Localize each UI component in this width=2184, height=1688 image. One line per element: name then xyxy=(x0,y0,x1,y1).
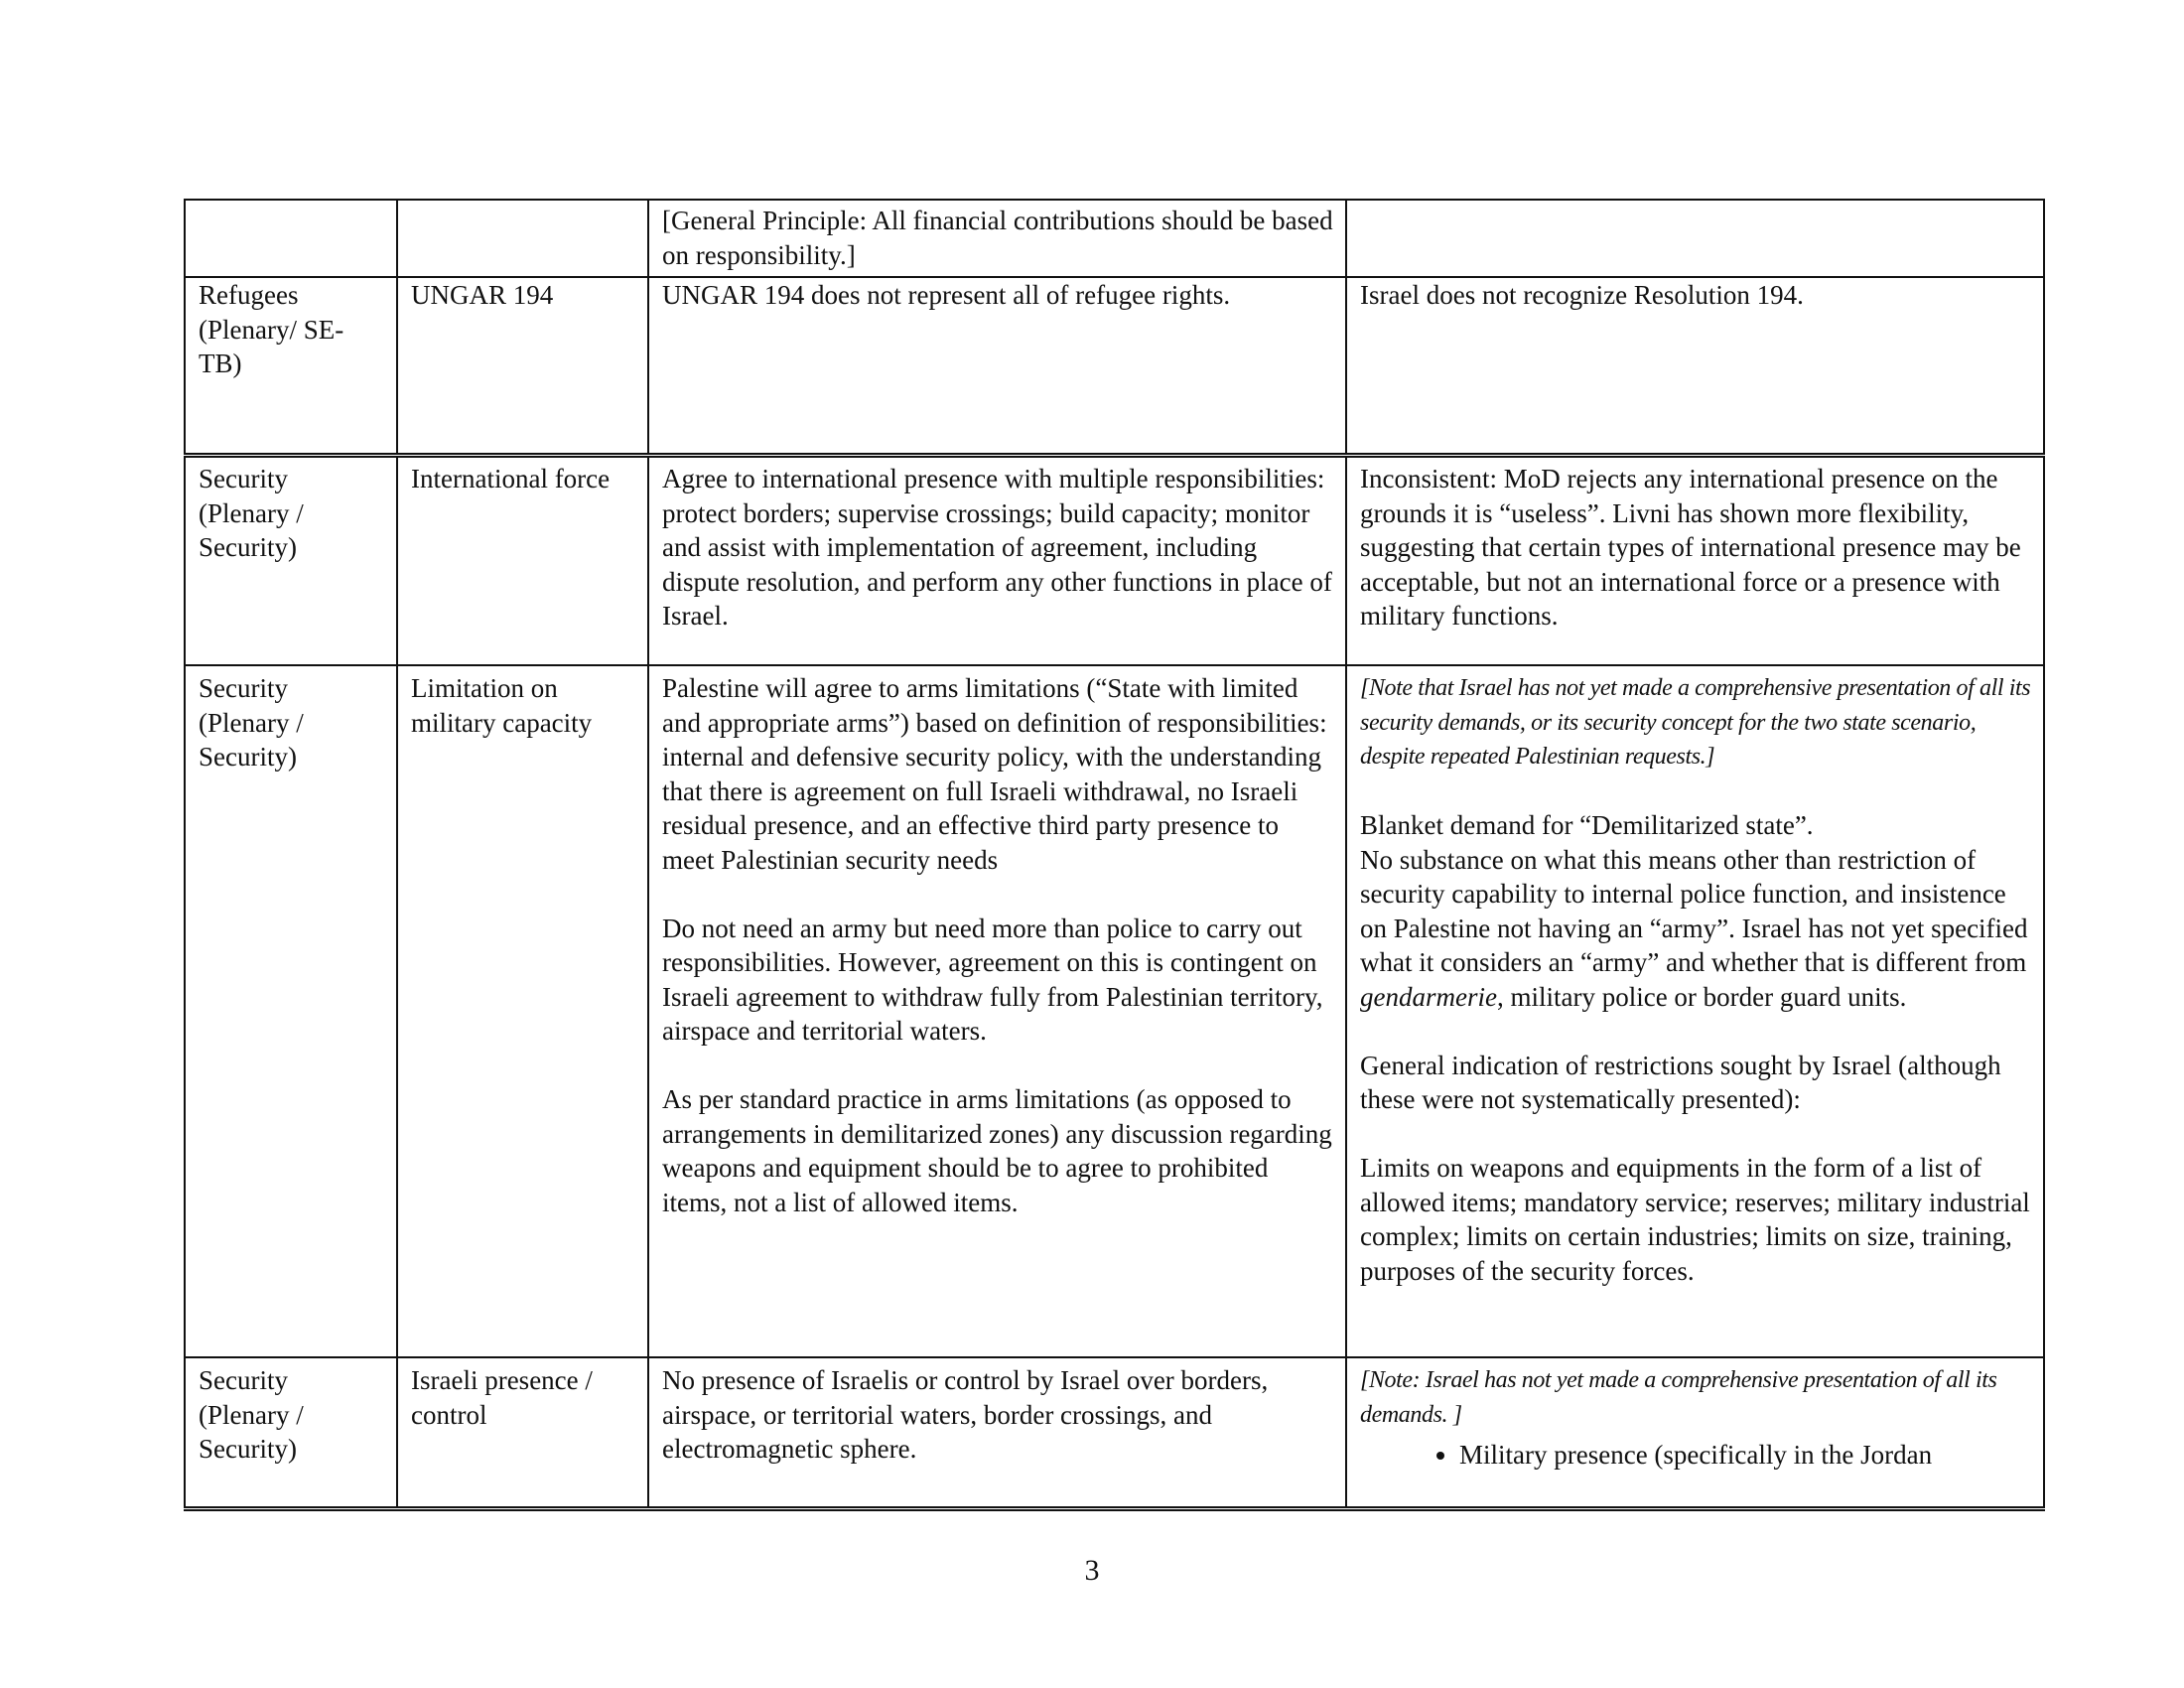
page-number: 3 xyxy=(1084,1554,1100,1587)
issue-cell xyxy=(185,200,397,277)
palestinian-position-cell: UNGAR 194 does not represent all of refugee rights. xyxy=(648,277,1346,456)
list-item: • Military presence (specifically in the Jordan xyxy=(1459,1438,2031,1473)
paragraph: Palestine will agree to arms limitations (“State with limited and appropriate arms”) based on definition of responsibilities: internal and defensive security policy, with the understanding that there is agreement on full Israeli withdrawal, no Israeli residual presence, and an effective third party presence to meet Palestinian security needs xyxy=(662,673,1327,875)
topic-cell: UNGAR 194 xyxy=(397,277,648,456)
palestinian-position-cell xyxy=(648,665,1346,1357)
table-row xyxy=(185,277,2044,456)
paragraph: Blanket demand for “Demilitarized state”. xyxy=(1360,810,1814,840)
table-row xyxy=(185,200,2044,277)
israeli-position-cell: Israel does not recognize Resolution 194. xyxy=(1346,277,2044,456)
palestinian-position-cell: No presence of Israelis or control by Israel over borders, airspace, or territorial waters, border crossings, and electromagnetic sphere. xyxy=(648,1357,1346,1509)
bullet-list xyxy=(1360,1438,2031,1473)
table-row xyxy=(185,1357,2044,1509)
italic-term: gendarmerie xyxy=(1360,981,1497,1012)
paragraph: General indication of restrictions sought by Israel (although these were not systematically presented): xyxy=(1360,1050,2001,1114)
palestinian-position-cell: Agree to international presence with multiple responsibilities: protect borders; supervise crossings; build capacity; monitor and assist with implementation of agreement, including dispute resolution, and perform any other functions in place of Israel. xyxy=(648,456,1346,666)
text-span: , military police or border guard units. xyxy=(1496,981,1907,1012)
table-row xyxy=(185,665,2044,1357)
topic-cell: Limitation on military capacity xyxy=(397,665,648,1357)
issue-cell: Refugees (Plenary/ SE-TB) xyxy=(185,277,397,456)
paragraph xyxy=(1360,843,2031,1015)
israeli-position-cell: Inconsistent: MoD rejects any international presence on the grounds it is “useless”. Livni has shown more flexibility, suggesting that certain types of international presence may be acceptable, but not an international force or a presence with military functions. xyxy=(1346,456,2044,666)
topic-cell xyxy=(397,200,648,277)
italic-note: [Note: Israel has not yet made a comprehensive presentation of all its demands. ] xyxy=(1360,1367,1997,1428)
israeli-position-cell xyxy=(1346,1357,2044,1509)
table-row xyxy=(185,456,2044,666)
issue-cell: Security (Plenary / Security) xyxy=(185,1357,397,1509)
issue-cell: Security (Plenary / Security) xyxy=(185,456,397,666)
text-span: No substance on what this means other than restriction of security capability to internal police function, and insistence on Palestine not having an “army”. Israel has not yet specified what it considers an “army” and whether that is different from xyxy=(1360,844,2028,977)
palestinian-position-cell: [General Principle: All financial contributions should be based on responsibility.] xyxy=(648,200,1346,277)
issue-cell: Security (Plenary / Security) xyxy=(185,665,397,1357)
italic-note: [Note that Israel has not yet made a comprehensive presentation of all its security demands, or its security concept for the two state scenario, despite repeated Palestinian requests.] xyxy=(1360,675,2031,770)
paragraph: Do not need an army but need more than police to carry out responsibilities. However, agreement on this is contingent on Israeli agreement to withdraw fully from Palestinian territory, airspace and territorial waters. xyxy=(662,913,1323,1046)
israeli-position-cell xyxy=(1346,200,2044,277)
israeli-position-cell xyxy=(1346,665,2044,1357)
paragraph: As per standard practice in arms limitations (as opposed to arrangements in demilitarized zones) any discussion regarding weapons and equipment should be to agree to prohibited items, not a list of allowed items. xyxy=(662,1084,1332,1217)
negotiation-positions-table xyxy=(184,199,2045,1511)
topic-cell: International force xyxy=(397,456,648,666)
paragraph: Limits on weapons and equipments in the form of a list of allowed items; mandatory service; reserves; military industrial complex; limits on certain industries; limits on size, training, purposes of the security forces. xyxy=(1360,1153,2030,1286)
topic-cell: Israeli presence / control xyxy=(397,1357,648,1509)
